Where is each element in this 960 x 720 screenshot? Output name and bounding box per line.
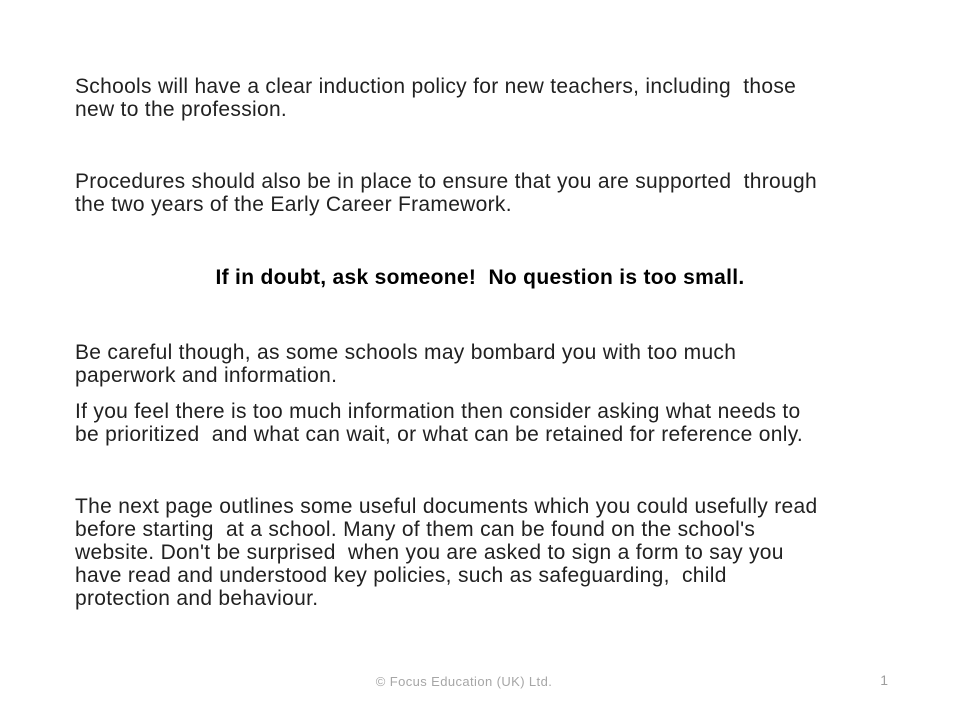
text-line: protection and behaviour. — [75, 587, 319, 610]
text-line: Be careful though, as some schools may bombard you with too much — [75, 341, 737, 364]
paragraph-next-page — [75, 495, 905, 610]
text-line: If you feel there is too much information then consider asking what needs to — [75, 400, 801, 423]
paragraph-induction-policy — [75, 75, 905, 121]
text-line: Procedures should also be in place to ensure that you are supported through — [75, 170, 817, 193]
page-number: 1 — [880, 672, 888, 688]
text-line: website. Don't be surprised when you are asked to sign a form to say you — [75, 541, 784, 564]
text-line: have read and understood key policies, such as safeguarding, child — [75, 564, 727, 587]
footer-copyright: © Focus Education (UK) Ltd. — [375, 674, 553, 689]
text-line: be prioritized and what can wait, or what can be retained for reference only. — [75, 423, 804, 446]
text-line: paperwork and information. — [75, 364, 338, 387]
text-line: the two years of the Early Career Framework. — [75, 193, 512, 216]
paragraph-procedures — [75, 170, 905, 216]
paragraph-too-much-information — [75, 400, 905, 446]
text-line: Schools will have a clear induction policy for new teachers, including those — [75, 75, 797, 98]
callout-if-in-doubt: If in doubt, ask someone! No question is too small. — [215, 266, 745, 289]
paragraph-be-careful — [75, 341, 905, 387]
text-line: before starting at a school. Many of them can be found on the school's — [75, 518, 756, 541]
text-line: The next page outlines some useful documents which you could usefully read — [75, 495, 818, 518]
text-line: new to the profession. — [75, 98, 288, 121]
